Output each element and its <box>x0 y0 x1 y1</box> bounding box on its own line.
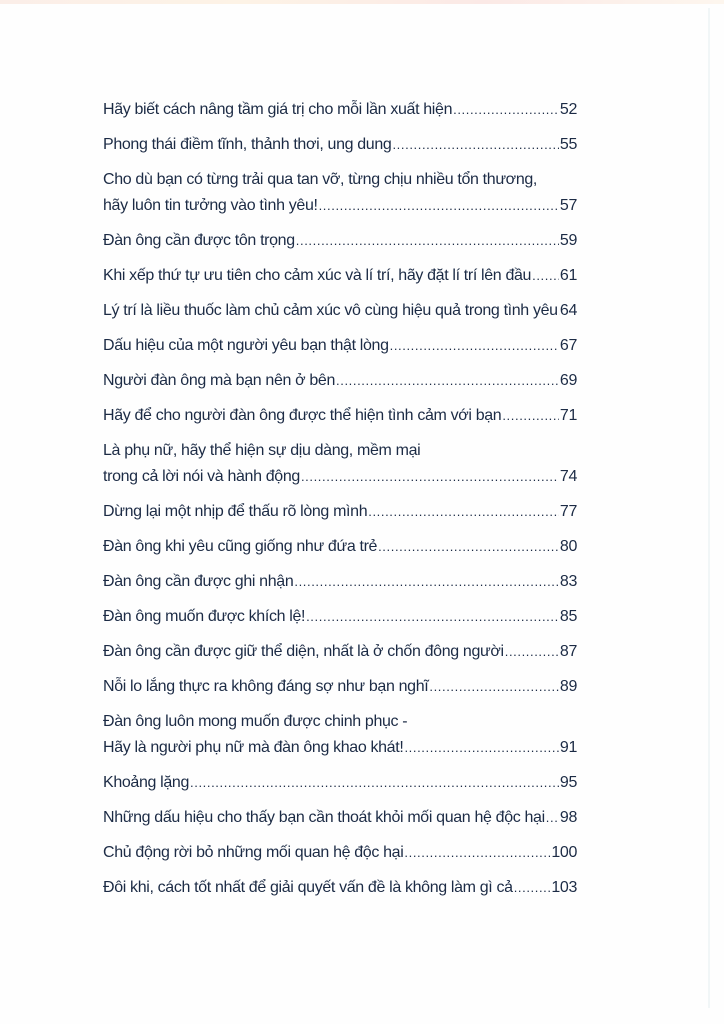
page-top-edge <box>0 0 724 4</box>
toc-page-number: 85 <box>559 608 577 625</box>
toc-entry-title: Đàn ông khi yêu cũng giống như đứa trẻ <box>103 538 378 555</box>
toc-page-number: 74 <box>559 468 577 485</box>
toc-entry-line <box>103 604 577 630</box>
toc-entry-line <box>103 263 577 289</box>
dot-leader <box>392 132 558 158</box>
toc-entry <box>103 368 577 394</box>
toc-entry-title: Hãy là người phụ nữ mà đàn ông khao khát! <box>103 739 404 756</box>
dot-leader <box>532 263 559 289</box>
toc-entry-line <box>103 674 577 700</box>
toc-entry <box>103 709 577 761</box>
dot-leader <box>336 368 559 394</box>
toc-entry-line <box>103 403 577 429</box>
toc-entry-line <box>103 464 577 490</box>
toc-entry-title: Người đàn ông mà bạn nên ở bên <box>103 372 336 389</box>
toc-entry-line <box>103 639 577 665</box>
dot-leader <box>514 875 551 901</box>
toc-entry <box>103 228 577 254</box>
toc-entry-line <box>103 298 577 324</box>
toc-page-number: 89 <box>559 678 577 695</box>
toc-entry <box>103 805 577 831</box>
toc-page-number: 71 <box>559 407 577 424</box>
toc-entry-title: Khoảng lặng <box>103 774 190 791</box>
toc-entry <box>103 263 577 289</box>
toc-page-number: 80 <box>559 538 577 555</box>
toc-entry-title: Dấu hiệu của một người yêu bạn thật lòng <box>103 337 389 354</box>
table-of-contents <box>103 97 577 910</box>
toc-page-number: 64 <box>559 302 577 319</box>
toc-entry-title: Đàn ông cần được giữ thể diện, nhất là ở chốn đông người <box>103 643 504 660</box>
toc-entry <box>103 438 577 490</box>
toc-entry <box>103 167 577 219</box>
toc-page-number: 98 <box>559 809 577 826</box>
toc-entry-line <box>103 840 577 866</box>
dot-leader <box>306 604 559 630</box>
dot-leader <box>429 674 559 700</box>
toc-entry-title: Đàn ông luôn mong muốn được chinh phục - <box>103 713 408 730</box>
toc-entry-line <box>103 193 577 219</box>
dot-leader <box>296 228 559 254</box>
toc-entry-line <box>103 499 577 525</box>
toc-page-number: 55 <box>559 136 577 153</box>
toc-entry <box>103 403 577 429</box>
page-right-edge <box>708 8 710 1008</box>
toc-entry <box>103 674 577 700</box>
toc-entry <box>103 604 577 630</box>
toc-entry-line <box>103 132 577 158</box>
toc-entry-title: Những dấu hiệu cho thấy bạn cần thoát khỏi mối quan hệ độc hại <box>103 809 545 826</box>
toc-page-number: 103 <box>551 879 577 896</box>
toc-entry-title: Lý trí là liều thuốc làm chủ cảm xúc vô cùng hiệu quả trong tình yêu <box>103 302 558 319</box>
toc-entry-title: Chủ động rời bỏ những mối quan hệ độc hại <box>103 844 404 861</box>
toc-entry-title: Hãy biết cách nâng tầm giá trị cho mỗi lần xuất hiện <box>103 101 453 118</box>
toc-page-number: 100 <box>551 844 577 861</box>
toc-entry-line <box>103 228 577 254</box>
toc-entry <box>103 875 577 901</box>
toc-page-number: 69 <box>559 372 577 389</box>
toc-entry-line <box>103 368 577 394</box>
toc-entry-title: Cho dù bạn có từng trải qua tan vỡ, từng chịu nhiều tổn thương, <box>103 171 538 188</box>
dot-leader <box>190 770 559 796</box>
toc-page-number: 67 <box>559 337 577 354</box>
toc-entry-title: Đàn ông muốn được khích lệ! <box>103 608 306 625</box>
toc-entry-title: Đôi khi, cách tốt nhất để giải quyết vấn đề là không làm gì cả <box>103 879 513 896</box>
toc-entry <box>103 499 577 525</box>
toc-entry-line <box>103 875 577 901</box>
toc-page-number: 87 <box>559 643 577 660</box>
dot-leader <box>453 97 559 123</box>
toc-entry <box>103 534 577 560</box>
toc-entry-title: Nỗi lo lắng thực ra không đáng sợ như bạn nghĩ <box>103 678 429 695</box>
toc-entry-line <box>103 534 577 560</box>
toc-entry-title: Dừng lại một nhịp để thấu rõ lòng mình <box>103 503 368 520</box>
toc-page-number: 91 <box>559 739 577 756</box>
toc-entry-line <box>103 97 577 123</box>
toc-entry-title: trong cả lời nói và hành động <box>103 468 300 485</box>
toc-entry <box>103 132 577 158</box>
dot-leader <box>546 805 559 831</box>
toc-entry-title: Là phụ nữ, hãy thể hiện sự dịu dàng, mềm mại <box>103 442 421 459</box>
toc-entry-title: Đàn ông cần được ghi nhận <box>103 573 294 590</box>
toc-entry-line <box>103 735 577 761</box>
toc-page-number: 95 <box>559 774 577 791</box>
dot-leader <box>404 840 550 866</box>
toc-entry-line <box>103 569 577 595</box>
toc-entry-line <box>103 709 577 735</box>
dot-leader <box>390 333 559 359</box>
dot-leader <box>301 464 559 490</box>
toc-entry <box>103 97 577 123</box>
dot-leader <box>502 403 559 429</box>
toc-entry-title: Đàn ông cần được tôn trọng <box>103 232 295 249</box>
toc-entry-line <box>103 770 577 796</box>
dot-leader <box>319 193 559 219</box>
dot-leader <box>378 534 559 560</box>
toc-entry <box>103 298 577 324</box>
toc-entry-title: hãy luôn tin tưởng vào tình yêu! <box>103 197 318 214</box>
toc-entry <box>103 770 577 796</box>
toc-page-number: 77 <box>559 503 577 520</box>
toc-entry <box>103 569 577 595</box>
toc-entry-line <box>103 167 577 193</box>
toc-entry-title: Phong thái điềm tĩnh, thảnh thơi, ung dung <box>103 136 392 153</box>
toc-entry-line <box>103 805 577 831</box>
dot-leader <box>404 735 558 761</box>
toc-entry-title: Khi xếp thứ tự ưu tiên cho cảm xúc và lí trí, hãy đặt lí trí lên đầu <box>103 267 532 284</box>
toc-page-number: 83 <box>559 573 577 590</box>
toc-entry <box>103 639 577 665</box>
toc-entry-line <box>103 333 577 359</box>
toc-entry-title: Hãy để cho người đàn ông được thể hiện tình cảm với bạn <box>103 407 502 424</box>
toc-page-number: 52 <box>559 101 577 118</box>
dot-leader <box>294 569 559 595</box>
toc-page-number: 57 <box>559 197 577 214</box>
toc-entry-line <box>103 438 577 464</box>
dot-leader <box>368 499 559 525</box>
toc-page-number: 61 <box>559 267 577 284</box>
toc-entry <box>103 333 577 359</box>
toc-page-number: 59 <box>559 232 577 249</box>
toc-entry <box>103 840 577 866</box>
dot-leader <box>505 639 559 665</box>
